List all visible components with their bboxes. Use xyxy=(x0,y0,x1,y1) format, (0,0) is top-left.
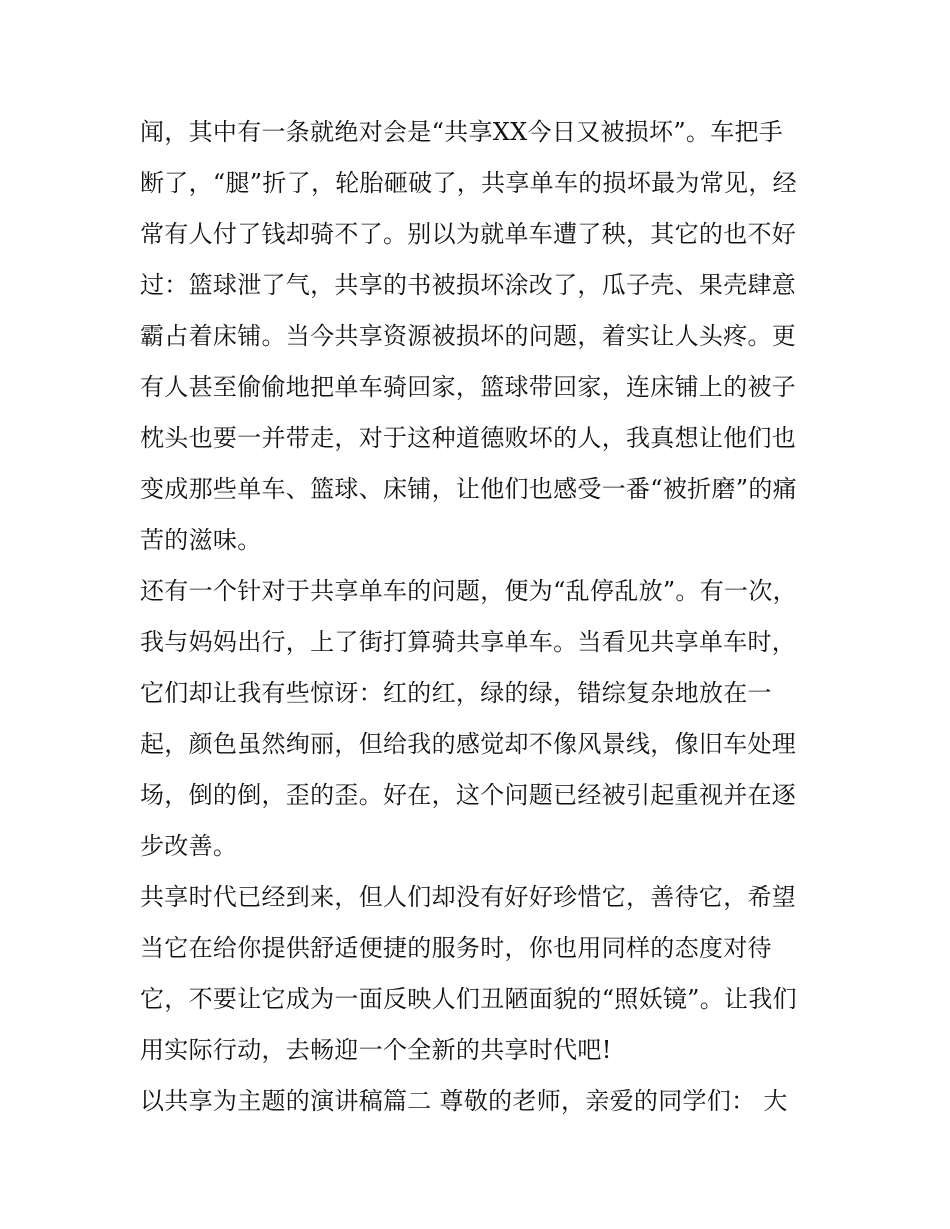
text-line: 闻，其中有一条就绝对会是“共享XX今日又被损坏”。车把手 xyxy=(140,118,784,146)
text-line: 共享时代已经到来，但人们却没有好好珍惜它，善待它，希望 xyxy=(140,883,797,911)
text-line: 过：篮球泄了气，共享的书被损坏涂改了，瓜子壳、果壳肆意 xyxy=(140,271,797,299)
text-line: 当它在给你提供舒适便捷的服务时，你也用同样的态度对待 xyxy=(140,934,772,962)
text-line: 霸占着床铺。当今共享资源被损坏的问题，着实让人头疼。更 xyxy=(140,322,797,350)
text-line: 它们却让我有些惊讶：红的红，绿的绿，错综复杂地放在一 xyxy=(140,679,772,707)
text-line: 有人甚至偷偷地把单车骑回家，篮球带回家，连床铺上的被子 xyxy=(140,373,797,401)
text-line: 断了，“腿”折了，轮胎砸破了，共享单车的损坏最为常见，经 xyxy=(140,169,797,197)
text-line: 枕头也要一并带走，对于这种道德败坏的人，我真想让他们也 xyxy=(140,424,797,452)
text-line: 还有一个针对于共享单车的问题，便为“乱停乱放”。有一次， xyxy=(140,577,797,605)
text-line: 它，不要让它成为一面反映人们丑陋面貌的“照妖镜”。让我们 xyxy=(140,985,797,1013)
document-body xyxy=(140,107,820,1127)
text-line: 我与妈妈出行，上了街打算骑共享单车。当看见共享单车时， xyxy=(140,628,797,656)
text-line: 起，颜色虽然绚丽，但给我的感觉却不像风景线，像旧车处理 xyxy=(140,730,797,758)
text-line: 常有人付了钱却骑不了。别以为就单车遭了秧，其它的也不好 xyxy=(140,220,797,248)
text-line: 变成那些单车、篮球、床铺，让他们也感受一番“被折磨”的痛 xyxy=(140,475,797,503)
text-line: 步改善。 xyxy=(140,832,238,860)
text-line: 用实际行动，去畅迎一个全新的共享时代吧! xyxy=(140,1036,612,1064)
text-line: 苦的滋味。 xyxy=(140,526,262,554)
text-line: 场，倒的倒，歪的歪。好在，这个问题已经被引起重视并在逐 xyxy=(140,781,797,809)
text-line: 以共享为主题的演讲稿篇二 尊敬的老师，亲爱的同学们： 大 xyxy=(140,1087,788,1115)
